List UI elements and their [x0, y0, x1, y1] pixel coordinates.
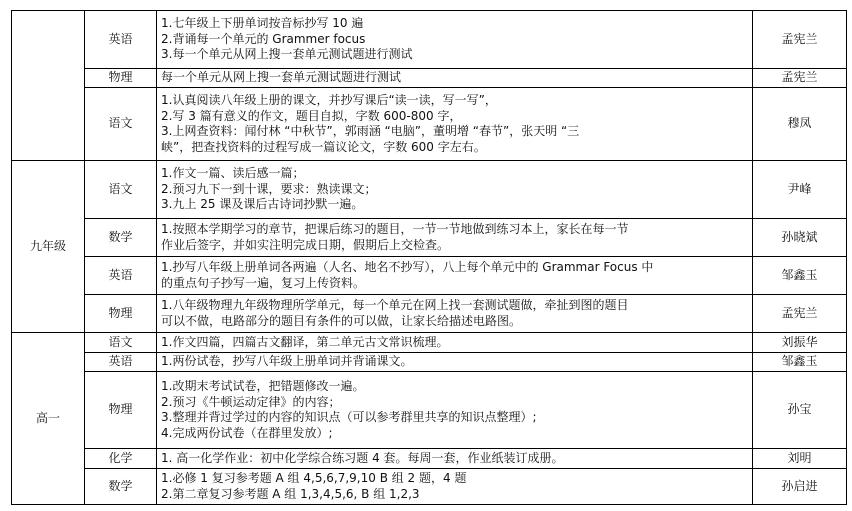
task-line: 1.认真阅读八年级上册的课文，并抄写课后“读一读，写一写”， [161, 93, 497, 107]
subject-cell: 数学 [85, 469, 157, 505]
task-line: 2.写 3 篇有意义的作文，题目自拟，字数 600-800 字， [161, 108, 462, 123]
table-row [12, 69, 847, 88]
task-line: 1.作文四篇，四篇古文翻译，第二单元古文常识梳理。 [161, 334, 449, 349]
subject-cell: 英语 [85, 11, 157, 69]
task-cell [157, 161, 753, 219]
task-line: 每一个单元从网上搜一套单元测试题进行测试 [161, 70, 402, 85]
table-row [12, 372, 847, 449]
task-line: 2.预习《牛顿运动定律》的内容； [161, 394, 341, 409]
table-row [12, 219, 847, 257]
subject-cell: 语文 [85, 333, 157, 353]
grade-cell [12, 11, 85, 161]
subject-cell: 物理 [85, 372, 157, 449]
table-row [12, 333, 847, 353]
task-line: 3.每一个单元从网上搜一套单元测试题进行测试 [161, 47, 413, 62]
table-row [12, 161, 847, 219]
table-row [12, 449, 847, 469]
homework-table [11, 10, 847, 505]
task-line: 1.必修 1 复习参考题 A 组 4,5,6,7,9,10 B 组 2 题，4 题 [161, 471, 467, 485]
task-line: 的重点句子抄写一遍，复习上传资料。 [161, 275, 366, 290]
subject-cell: 物理 [85, 295, 157, 333]
task-cell [157, 333, 753, 353]
task-cell [157, 11, 753, 69]
task-cell [157, 449, 753, 469]
teacher-cell: 孙晓斌 [753, 219, 847, 257]
task-line: 1.作文一篇、读后感一篇； [161, 166, 305, 181]
teacher-cell: 孟宪兰 [753, 69, 847, 88]
table-row [12, 469, 847, 505]
task-line: 1.两份试卷，抄写八年级上册单词并背诵课文。 [161, 354, 413, 369]
task-line: 3.上网查资料：闻付林 “中秋节”，郭雨涵 “电脑”，董明增 “春节”，张天明 “三 [161, 124, 580, 138]
teacher-cell: 邹鑫玉 [753, 257, 847, 295]
grade-cell: 九年级 [12, 161, 85, 333]
teacher-cell: 尹峰 [753, 161, 847, 219]
subject-cell: 英语 [85, 257, 157, 295]
teacher-cell: 孙宝 [753, 372, 847, 449]
task-line: 1.八年级物理九年级物理所学单元，每一个单元在网上找一套测试题做，牵扯到图的题目 [161, 298, 629, 312]
subject-cell: 数学 [85, 219, 157, 257]
task-line: 峡”，把查找资料的过程写成一篇议论文，字数 600 字左右。 [161, 139, 486, 154]
task-line: 1.抄写八年级上册单词各两遍（人名、地名不抄写），八上每个单元中的 Grammar Focus 中 [161, 260, 654, 274]
task-cell [157, 469, 753, 505]
teacher-cell: 穆凤 [753, 88, 847, 161]
task-cell [157, 295, 753, 333]
task-cell [157, 372, 753, 449]
task-cell [157, 219, 753, 257]
subject-cell: 物理 [85, 69, 157, 88]
grade-cell: 高一 [12, 333, 85, 505]
homework-sheet [11, 10, 846, 505]
table-row [12, 295, 847, 333]
table-row [12, 257, 847, 295]
task-cell [157, 257, 753, 295]
task-line: 作业后签字，并如实注明完成日期，假期后上交检查。 [161, 237, 450, 252]
task-line: 4.完成两份试卷（在群里发放）; [161, 425, 333, 440]
table-row [12, 88, 847, 161]
task-cell [157, 69, 753, 88]
task-line: 1.七年级上下册单词按音标抄写 10 遍 [161, 16, 364, 31]
task-cell [157, 88, 753, 161]
task-cell [157, 353, 753, 372]
subject-cell: 化学 [85, 449, 157, 469]
teacher-cell: 刘振华 [753, 333, 847, 353]
task-line: 2.背诵每一个单元的 Grammer focus [161, 31, 366, 46]
table-row [12, 353, 847, 372]
subject-cell: 语文 [85, 88, 157, 161]
task-line: 3.整理并背过学过的内容的知识点（可以参考群里共享的知识点整理）; [161, 410, 537, 424]
task-line: 3.九上 25 课及课后古诗词抄默一遍。 [161, 197, 364, 212]
teacher-cell: 孙启进 [753, 469, 847, 505]
task-line: 2.第二章复习参考题 A 组 1,3,4,5,6, B 组 1,2,3 [161, 486, 420, 501]
teacher-cell: 孟宪兰 [753, 295, 847, 333]
task-line: 2.预习九下一到十课，要求：熟读课文； [161, 181, 377, 196]
task-line: 可以不做，电路部分的题目有条件的可以做，让家长给描述电路图。 [161, 313, 522, 328]
teacher-cell: 邹鑫玉 [753, 353, 847, 372]
table-row [12, 11, 847, 69]
task-line: 1.改期末考试试卷，把错题修改一遍。 [161, 379, 365, 393]
task-line: 1. 高一化学作业：初中化学综合练习题 4 套。每周一套，作业纸装订成册。 [161, 450, 564, 465]
teacher-cell: 孟宪兰 [753, 11, 847, 69]
subject-cell: 英语 [85, 353, 157, 372]
task-line: 1.按照本学期学习的章节，把课后练习的题目，一节一节地做到练习本上，家长在每一节 [161, 222, 629, 236]
subject-cell: 语文 [85, 161, 157, 219]
teacher-cell: 刘明 [753, 449, 847, 469]
